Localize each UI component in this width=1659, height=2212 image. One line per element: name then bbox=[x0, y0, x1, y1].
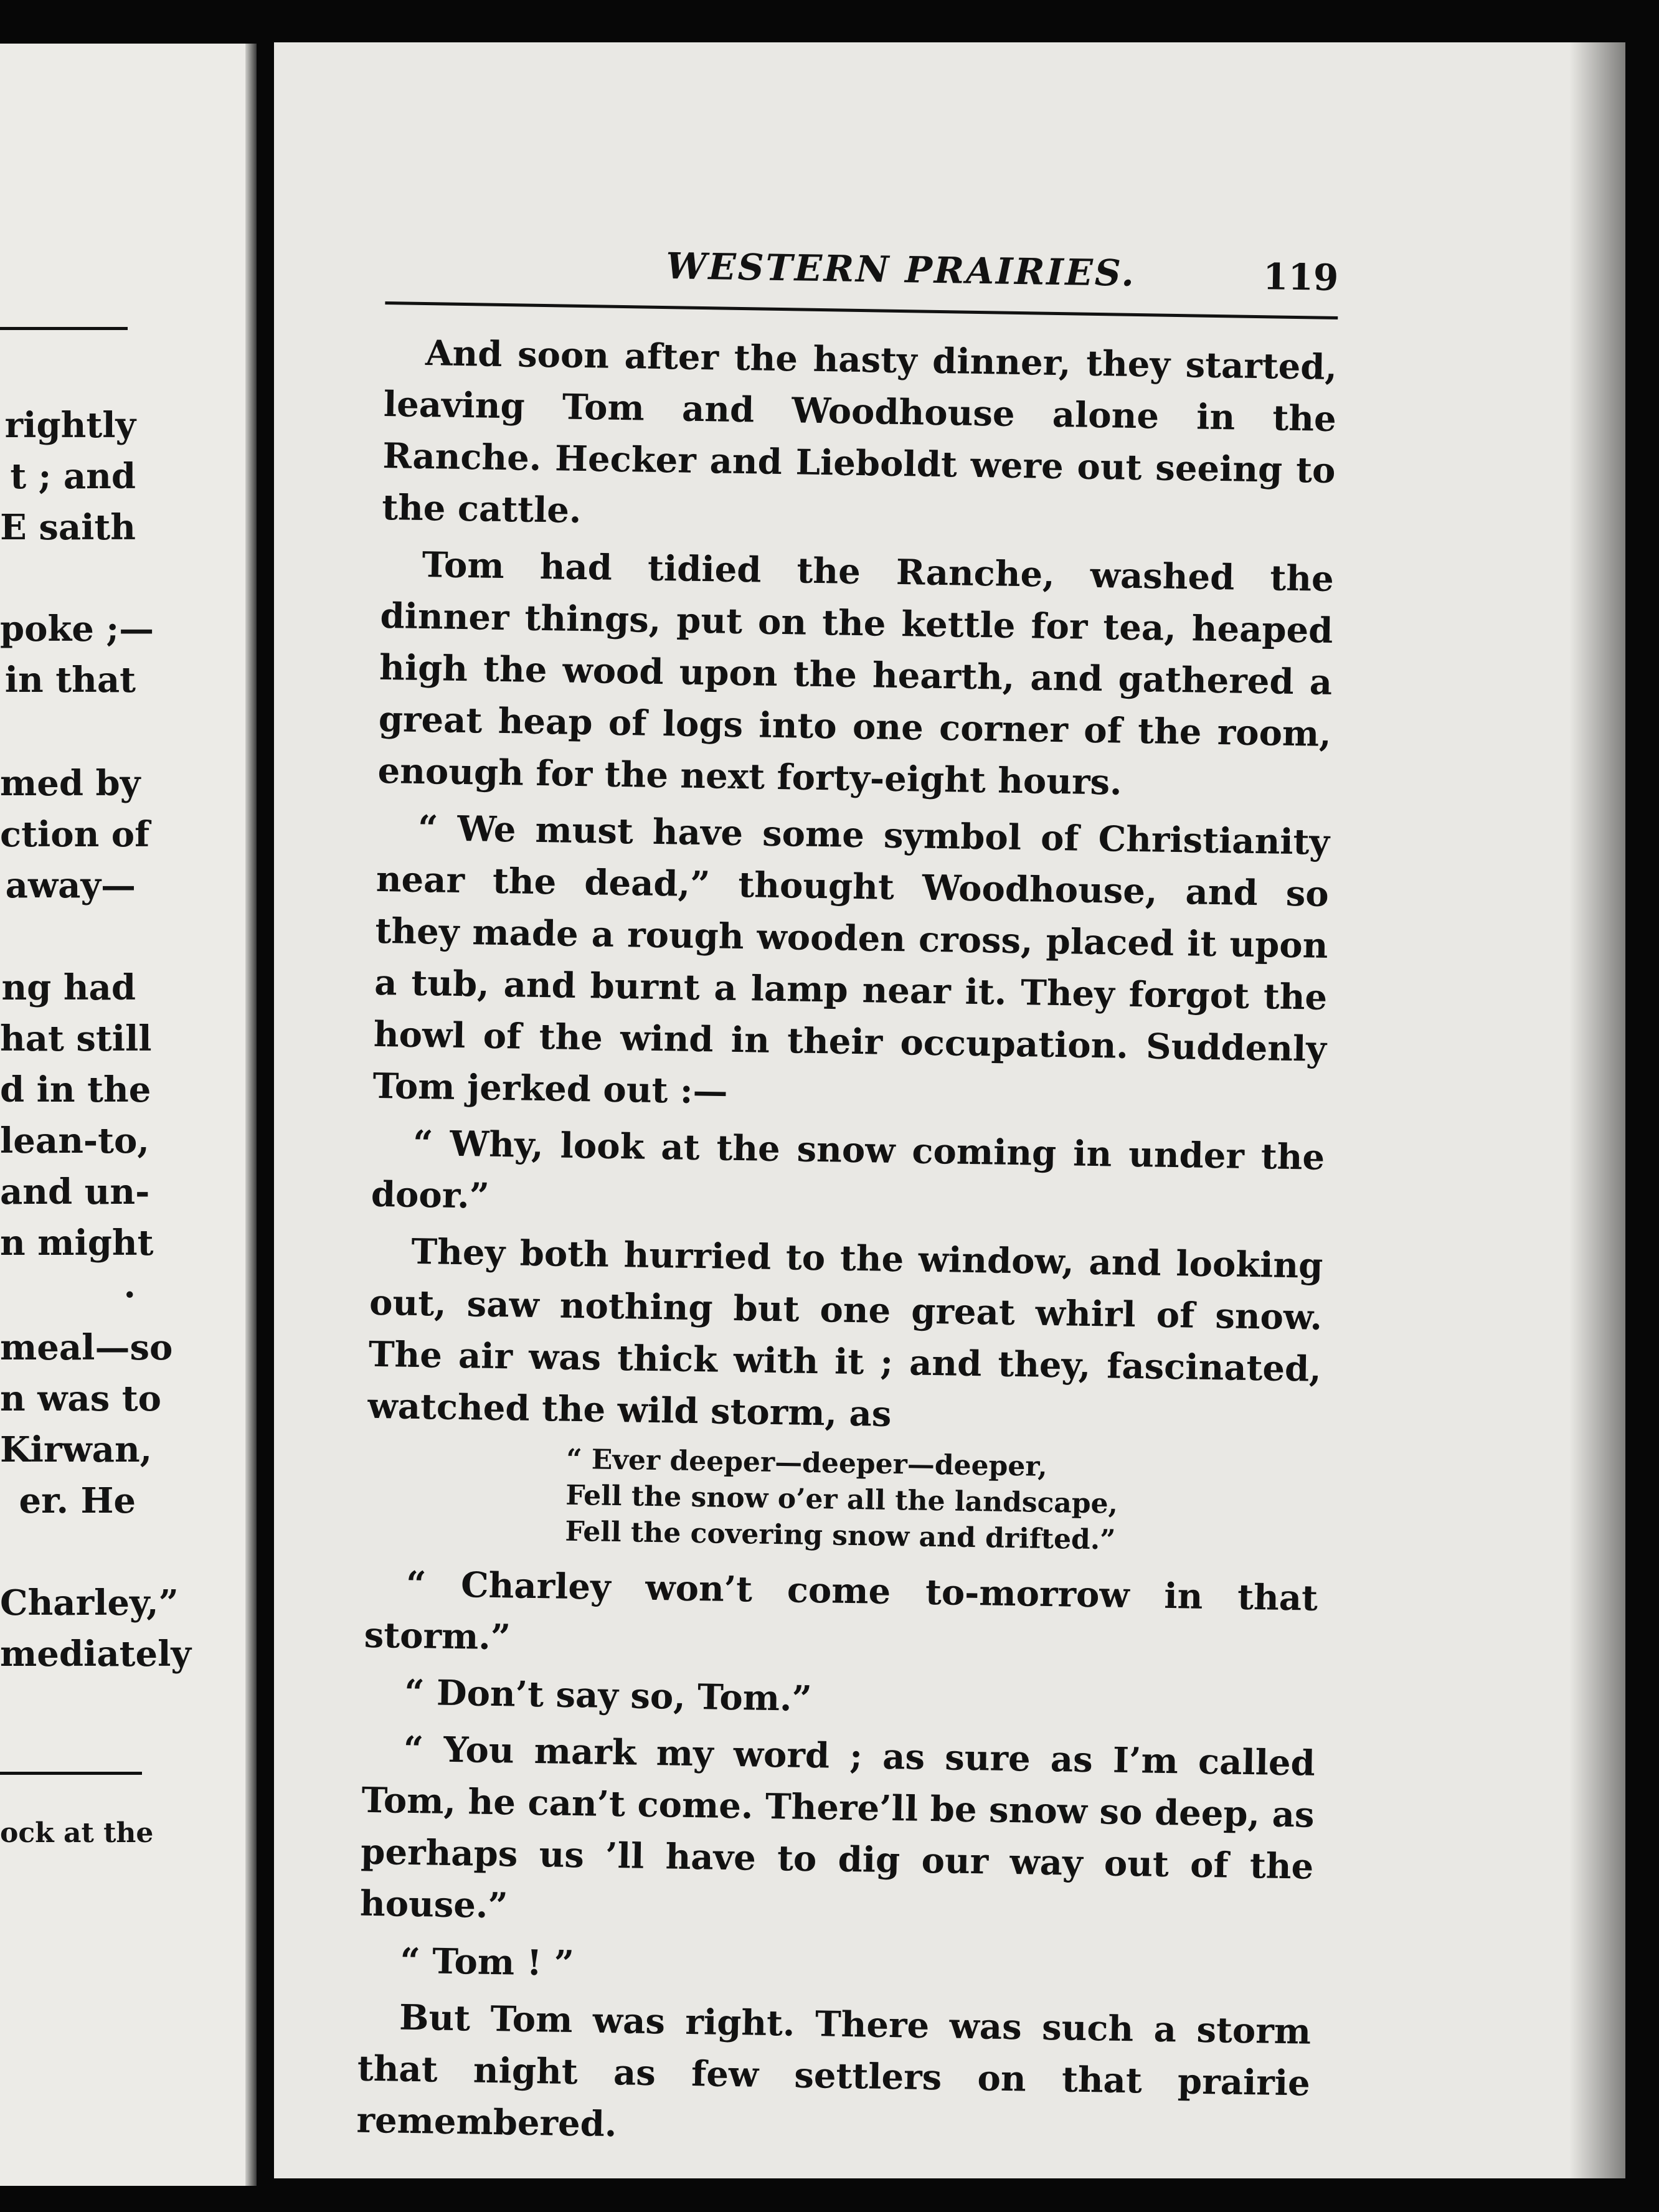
left-line: in that bbox=[4, 659, 136, 701]
left-line: meal—so bbox=[0, 1327, 173, 1368]
paragraph: “ You mark my word ; as sure as I’m called Tom, he can’t come. There’ll be snow so deep, as perhaps us ’ll have to dig our way out of the house.” bbox=[359, 1728, 1316, 1927]
left-line: mediately bbox=[0, 1633, 191, 1675]
paragraph: “ Charley won’t come to-morrow in that storm.” bbox=[364, 1563, 1318, 1658]
left-line: n was to bbox=[0, 1378, 161, 1419]
left-line: and un- bbox=[0, 1171, 150, 1212]
paragraph: And soon after the hasty dinner, they started, leaving Tom and Woodhouse alone in the Ranche. Hecker and Lieboldt were out seeing to the cattle. bbox=[381, 333, 1338, 531]
left-line: ction of bbox=[0, 814, 150, 855]
page-edge-shadow bbox=[1569, 42, 1625, 2178]
left-page-gutter bbox=[245, 44, 257, 2186]
left-line: med by bbox=[0, 763, 141, 804]
right-page bbox=[274, 42, 1625, 2178]
left-line: E saith bbox=[0, 507, 136, 548]
paragraph: “ Tom ! ” bbox=[400, 1940, 575, 1985]
left-line: hat still bbox=[0, 1018, 152, 1059]
left-footnote: ock at the bbox=[0, 1817, 154, 1849]
left-line: rightly bbox=[4, 405, 136, 446]
paragraph: They both hurried to the window, and looking out, saw nothing but one great whirl of snow. The air was thick with it ; and they, fascinated, watched the wild storm, as bbox=[367, 1231, 1323, 1435]
paragraph: “ Why, look at the snow coming in under the door.” bbox=[371, 1122, 1325, 1217]
left-line: away— bbox=[5, 865, 136, 906]
left-line: Charley,” bbox=[0, 1582, 179, 1624]
page-number: 119 bbox=[1262, 255, 1339, 300]
verse-line: Fell the snow o’er all the landscape, bbox=[565, 1479, 1118, 1520]
left-line: d in the bbox=[0, 1069, 151, 1110]
left-footnote-rule bbox=[0, 1772, 142, 1775]
running-title: WESTERN PRAIRIES. bbox=[665, 245, 1137, 295]
left-line: er. He bbox=[19, 1480, 136, 1521]
verse-line: Fell the covering snow and drifted.” bbox=[565, 1515, 1116, 1556]
paragraph: But Tom was right. There was such a storm that night as few settlers on that prairie remembered. bbox=[356, 1997, 1312, 2145]
left-line: lean-to, bbox=[0, 1120, 149, 1161]
left-facing-page bbox=[0, 44, 257, 2186]
verse-line: “ Ever deeper—deeper—deeper, bbox=[565, 1443, 1048, 1483]
left-header-rule bbox=[0, 327, 128, 330]
left-line: Kirwan, bbox=[0, 1429, 153, 1470]
left-line: ng had bbox=[1, 967, 136, 1008]
paragraph: “ We must have some symbol of Christianity near the dead,” thought Woodhouse, and so they made a rough wooden cross, placed it upon a tub, and burnt a lamp near it. They forgot the howl of the wind in their occupation. Suddenly Tom jerked out :— bbox=[372, 807, 1330, 1112]
verse-quotation bbox=[565, 1442, 1320, 1562]
running-head bbox=[385, 240, 1339, 311]
left-line: poke ;— bbox=[0, 608, 154, 650]
left-line: . bbox=[123, 1265, 136, 1306]
left-line: n might bbox=[0, 1222, 154, 1264]
paragraph: “ Don’t say so, Tom.” bbox=[404, 1671, 813, 1720]
left-line: t ; and bbox=[10, 456, 136, 497]
paragraph: Tom had tidied the Ranche, washed the dinner things, put on the kettle for tea, heaped high the wood upon the hearth, and gathered a great heap of logs into one corner of the room, enough for the next forty-eight hours. bbox=[377, 544, 1335, 803]
page-text-block bbox=[356, 240, 1339, 2167]
